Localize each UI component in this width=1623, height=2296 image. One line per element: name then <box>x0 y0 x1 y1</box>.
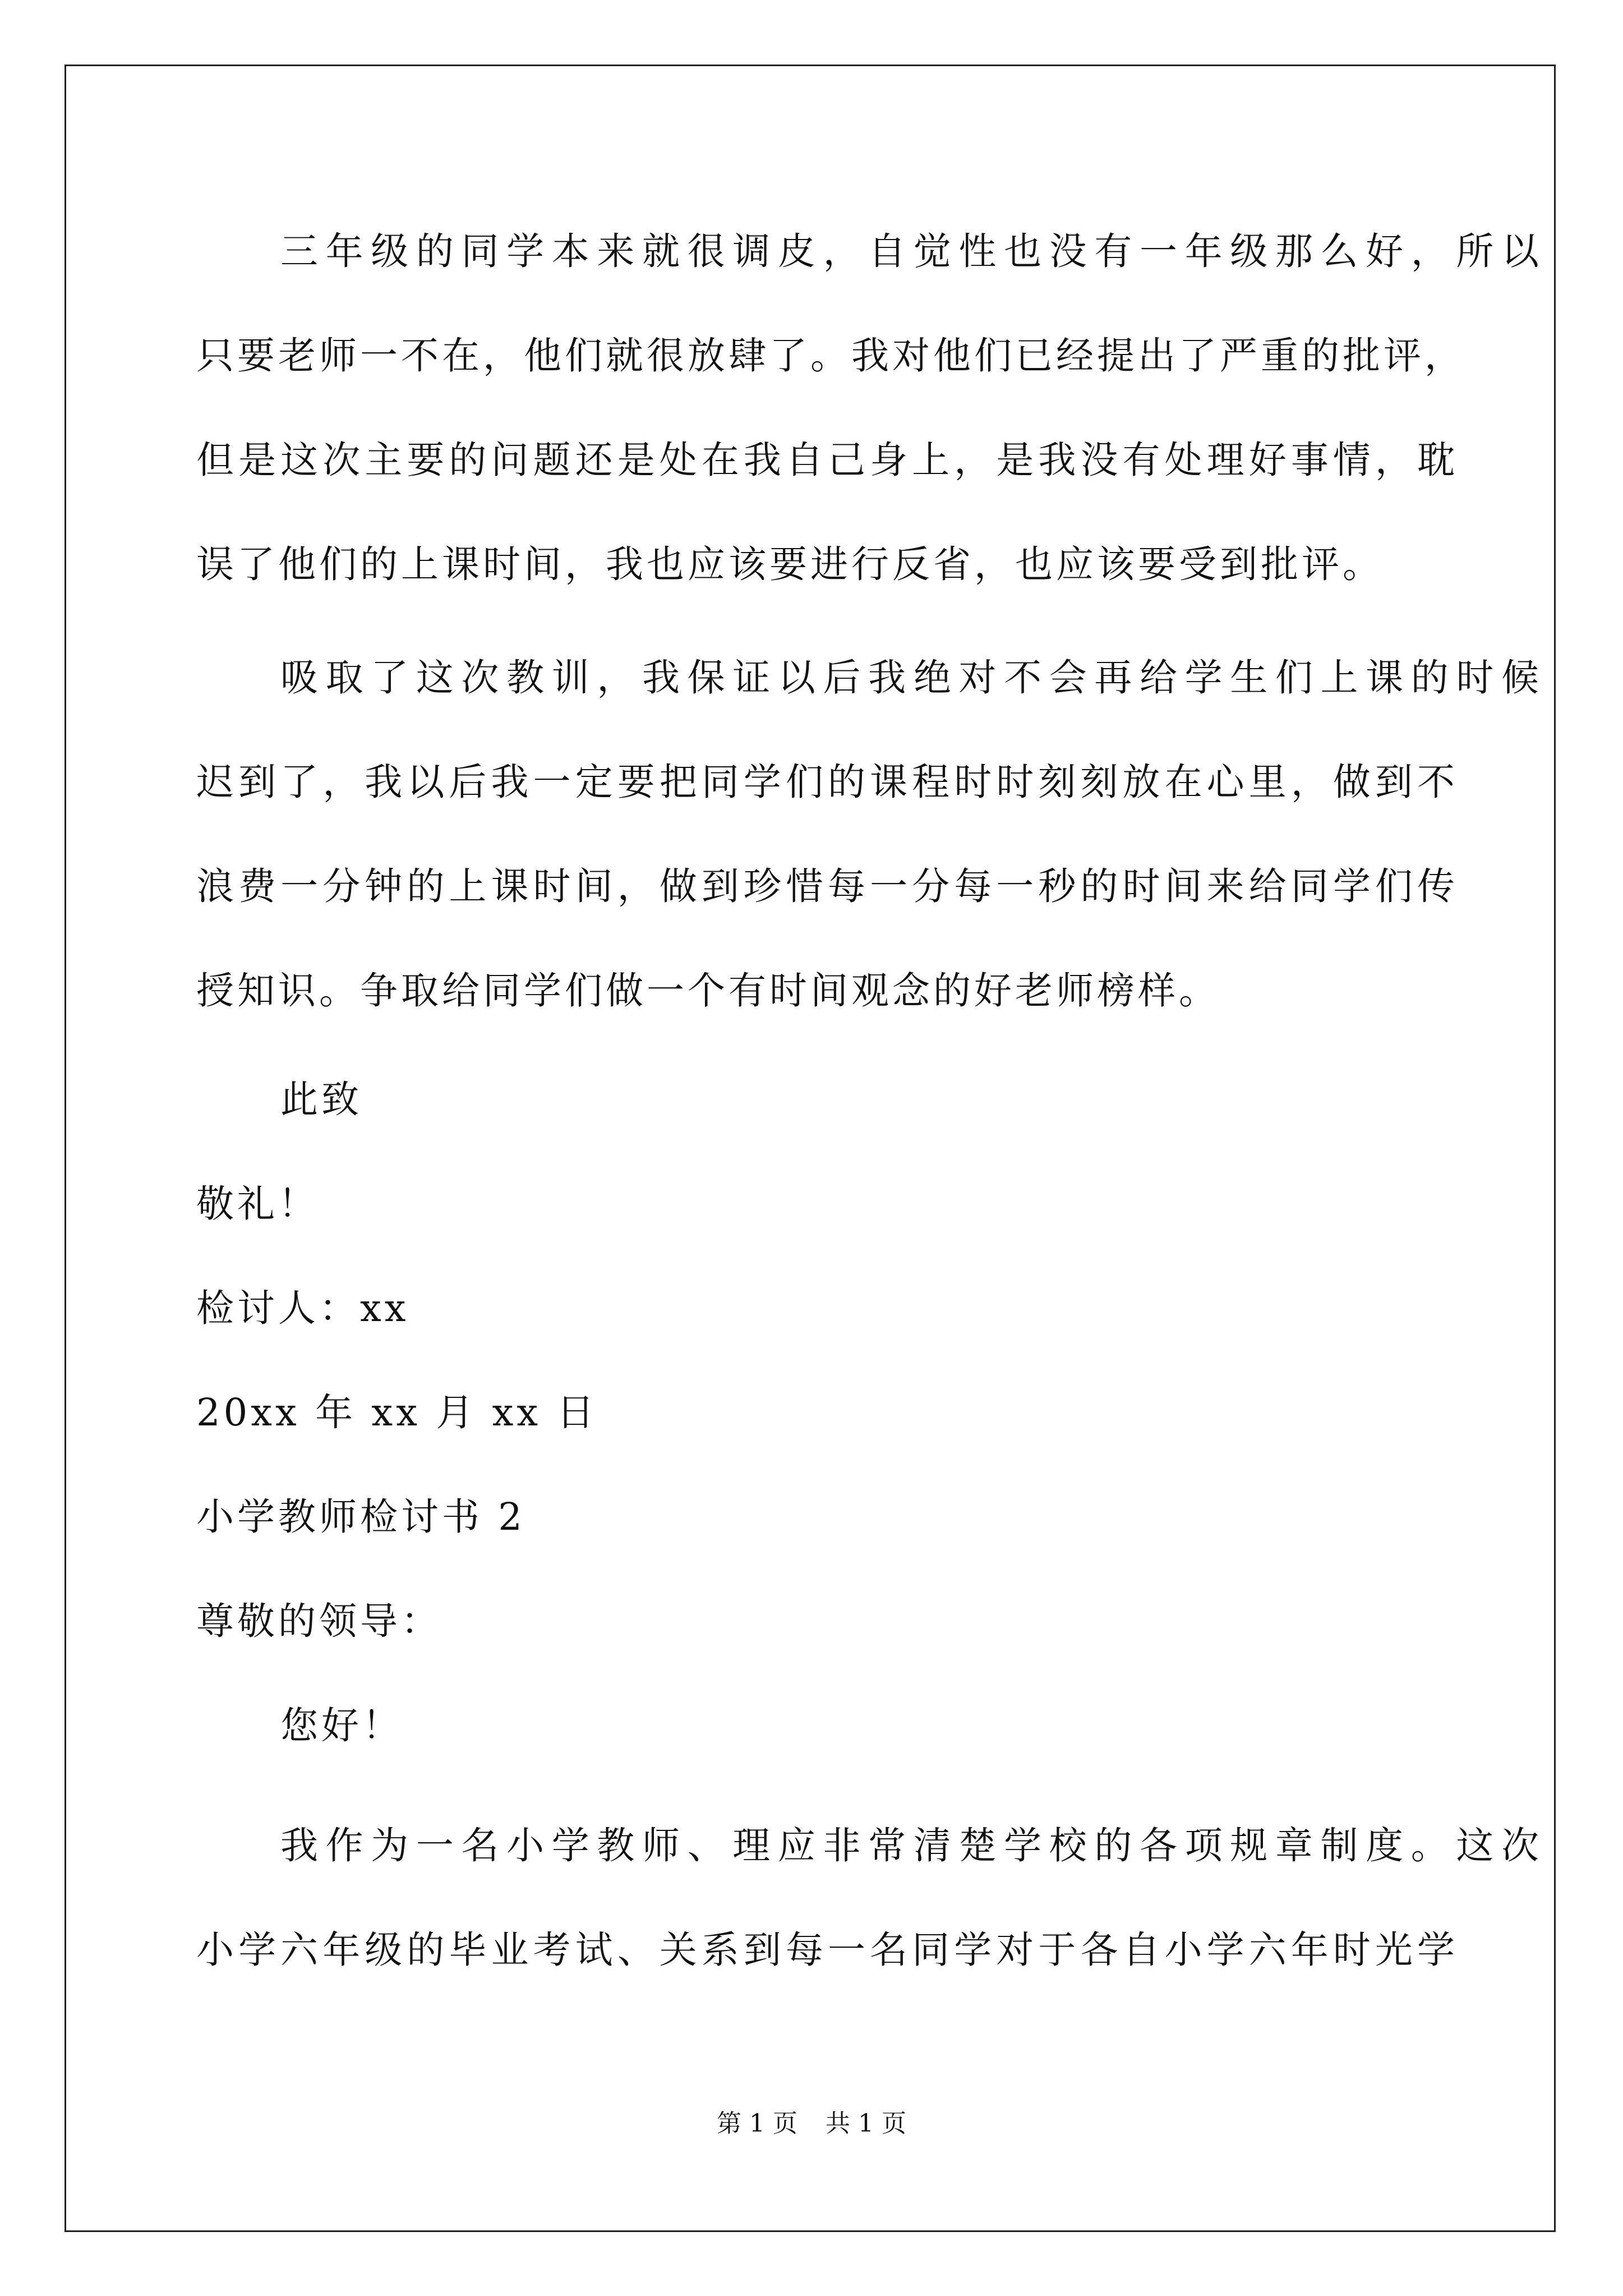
body-line: 浪费一分钟的上课时间，做到珍惜每一分每一秒的时间来给同学们传 <box>196 864 1458 908</box>
closing-salutation: 此致 <box>280 1078 362 1121</box>
section-title: 小学教师检讨书 2 <box>196 1495 525 1539</box>
body-line: 我作为一名小学教师、理应非常清楚学校的各项规章制度。这次 <box>280 1824 1542 1867</box>
body-line: 误了他们的上课时间，我也应该要进行反省，也应该要受到批评。 <box>196 542 1384 586</box>
page-total: 共 1 页 <box>826 2109 906 2138</box>
body-line: 只要老师一不在，他们就很放肆了。我对他们已经提出了严重的批评， <box>196 334 1465 378</box>
closing-regards: 敬礼！ <box>196 1182 319 1226</box>
date-line: 20xx 年 xx 月 xx 日 <box>196 1391 598 1434</box>
body-line: 但是这次主要的问题还是处在我自己身上，是我没有处理好事情，耽 <box>196 438 1458 482</box>
signer-line: 检讨人：xx <box>196 1286 409 1330</box>
body-line: 吸取了这次教训，我保证以后我绝对不会再给学生们上课的时候 <box>280 656 1542 700</box>
body-line: 授知识。争取给同学们做一个有时间观念的好老师榜样。 <box>196 969 1220 1013</box>
greeting-addressee: 尊敬的领导： <box>196 1599 442 1643</box>
body-line: 三年级的同学本来就很调皮，自觉性也没有一年级那么好，所以 <box>280 229 1542 273</box>
body-line: 小学六年级的毕业考试、关系到每一名同学对于各自小学六年时光学 <box>196 1928 1458 1972</box>
page-number: 第 1 页 <box>717 2109 797 2138</box>
greeting: 您好！ <box>280 1704 403 1747</box>
page-border <box>64 65 1556 2232</box>
page-footer <box>0 2107 1623 2141</box>
body-line: 迟到了，我以后我一定要把同学们的课程时时刻刻放在心里，做到不 <box>196 760 1458 804</box>
